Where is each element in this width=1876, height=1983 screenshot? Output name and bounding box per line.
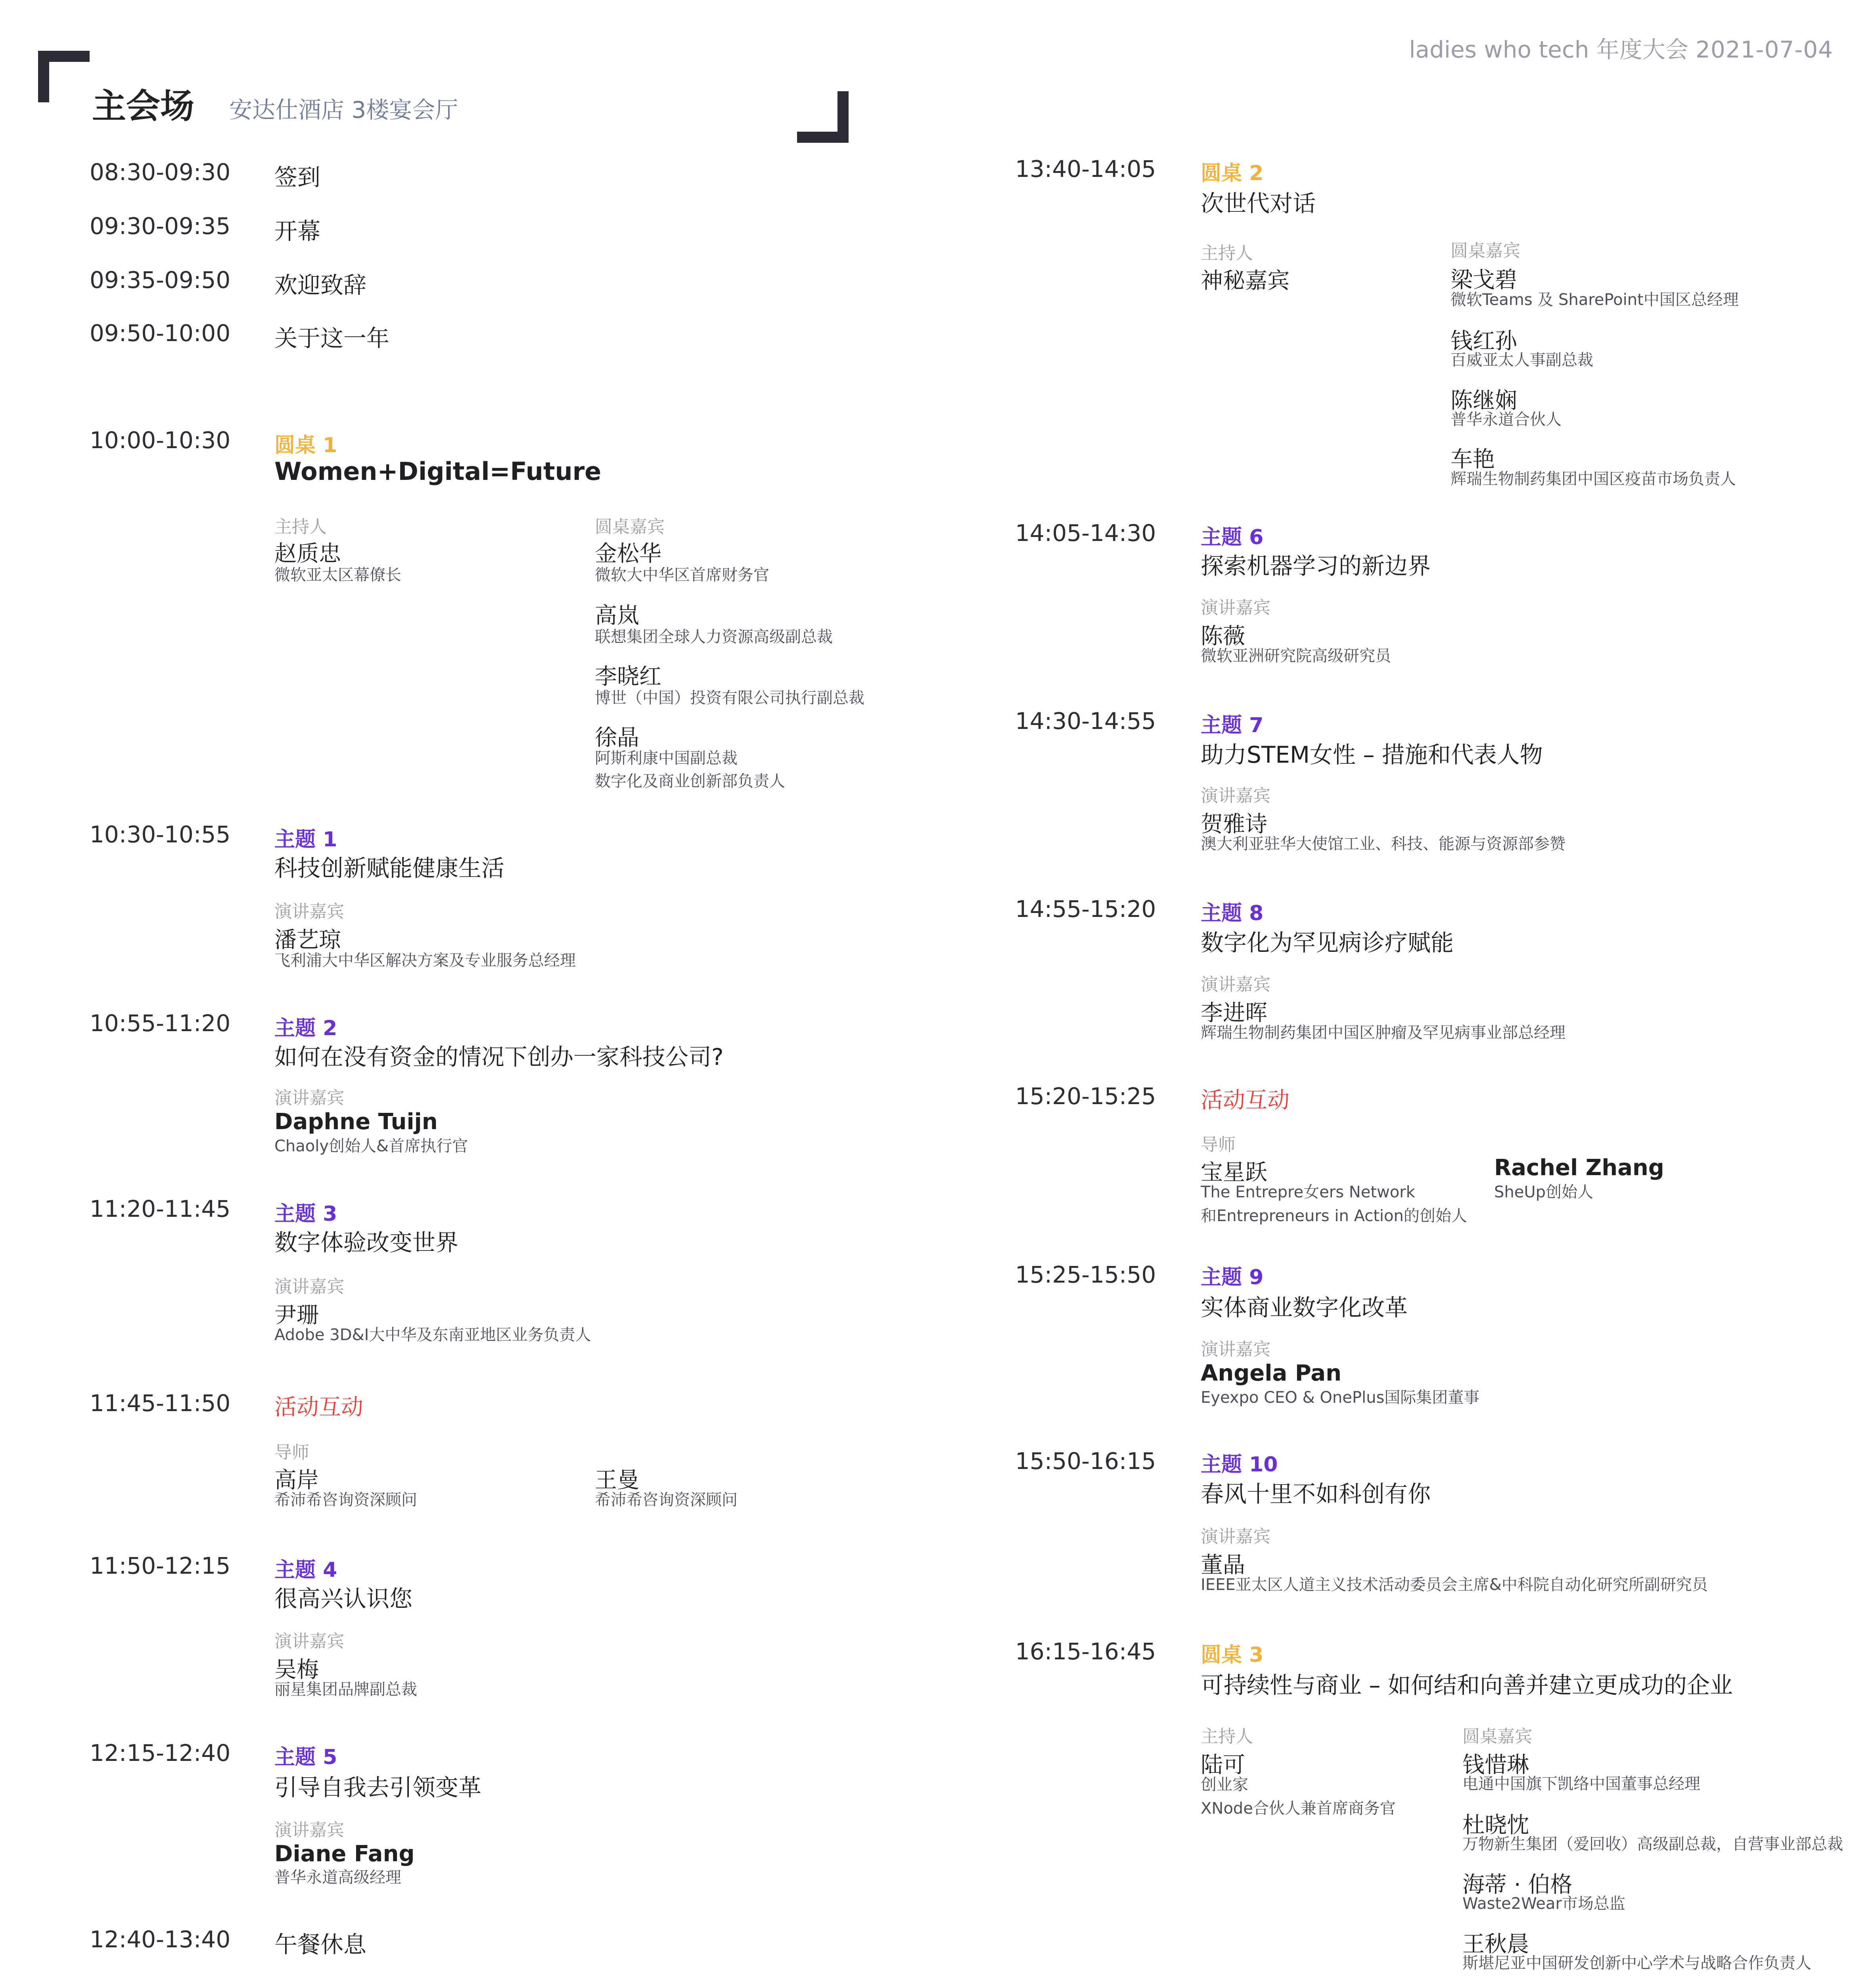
speaker-desc: 微软亚太区幕僚长 — [274, 566, 401, 584]
speaker-name: 钱惜琳 — [1462, 1752, 1529, 1778]
session-time: 11:20-11:45 — [90, 1195, 231, 1222]
session-tag: 圆桌 3 — [1201, 1643, 1264, 1667]
session-time: 10:00-10:30 — [90, 427, 231, 454]
session-tag: 圆桌 1 — [274, 433, 337, 457]
speaker-name: 贺雅诗 — [1201, 811, 1267, 837]
session-title: 签到 — [274, 164, 321, 191]
speaker-name: 李进晖 — [1201, 1000, 1267, 1026]
speaker-desc: SheUp创始人 — [1494, 1183, 1594, 1201]
session-time: 10:55-11:20 — [90, 1010, 231, 1037]
speaker-name: 高岚 — [595, 603, 639, 629]
session-tag: 主题 2 — [274, 1016, 337, 1040]
session-title: 如何在没有资金的情况下创办一家科技公司? — [274, 1043, 724, 1070]
speaker-desc: 飞利浦大中华区解决方案及专业服务总经理 — [274, 951, 576, 970]
session-time: 09:35-09:50 — [90, 267, 231, 293]
speaker-role: 演讲嘉宾 — [1201, 786, 1270, 806]
speaker-desc: Eyexpo CEO & OnePlus国际集团董事 — [1201, 1388, 1480, 1407]
session-time: 14:05-14:30 — [1015, 520, 1156, 547]
speaker-role: 演讲嘉宾 — [274, 1820, 344, 1840]
session-tag: 活动互动 — [274, 1394, 363, 1420]
session-title: 助力STEM女性 – 措施和代表人物 — [1201, 741, 1543, 768]
speaker-name: 尹珊 — [274, 1302, 319, 1328]
session-time: 12:40-13:40 — [90, 1926, 231, 1953]
speaker-desc: 希沛希咨询资深顾问 — [274, 1491, 417, 1509]
speaker-desc: 万物新生集团（爱回收）高级副总裁，自营事业部总裁 — [1462, 1835, 1843, 1853]
speaker-desc: 博世（中国）投资有限公司执行副总裁 — [595, 689, 864, 707]
speaker-role: 演讲嘉宾 — [1201, 1527, 1270, 1547]
session-tag: 主题 6 — [1201, 525, 1264, 549]
speaker-desc: 普华永道合伙人 — [1451, 410, 1562, 429]
speaker-role: 导师 — [1201, 1135, 1236, 1155]
speaker-name: 钱红孙 — [1451, 328, 1517, 354]
session-title: 春风十里不如科创有你 — [1201, 1481, 1431, 1507]
session-title: 午餐休息 — [274, 1931, 367, 1958]
session-title: 探索机器学习的新边界 — [1201, 552, 1431, 579]
session-time: 13:40-14:05 — [1015, 155, 1156, 182]
speaker-desc: 斯堪尼亚中国研发创新中心学术与战略合作负责人 — [1462, 1954, 1811, 1972]
speaker-name: 徐晶 — [595, 725, 639, 751]
speaker-role: 演讲嘉宾 — [274, 1088, 344, 1108]
speaker-name: 神秘嘉宾 — [1201, 268, 1290, 294]
event-date: 2021-07-04 — [1695, 36, 1833, 63]
speaker-desc: 创业家 — [1201, 1776, 1248, 1794]
speaker-name: 陈薇 — [1201, 623, 1245, 649]
speaker-desc: 辉瑞生物制药集团中国区疫苗市场负责人 — [1451, 470, 1736, 488]
speaker-name: 赵质忠 — [274, 541, 341, 567]
speaker-desc: 丽星集团品牌副总裁 — [274, 1680, 417, 1699]
session-time: 09:50-10:00 — [90, 320, 231, 347]
session-title: Women+Digital=Future — [274, 457, 602, 486]
session-tag: 圆桌 2 — [1201, 161, 1264, 185]
speaker-desc: 澳大利亚驻华大使馆工业、科技、能源与资源部参赞 — [1201, 835, 1566, 853]
speaker-name: 吴梅 — [274, 1657, 319, 1683]
speaker-desc: 普华永道高级经理 — [274, 1868, 401, 1887]
speaker-desc: IEEE亚太区人道主义技术活动委员会主席&中科院自动化研究所副研究员 — [1201, 1576, 1708, 1594]
speaker-name: 潘艺琼 — [274, 927, 341, 953]
session-time: 09:30-09:35 — [90, 213, 231, 240]
speaker-desc: The Entrepre女ers Network — [1201, 1183, 1415, 1201]
session-title: 实体商业数字化改革 — [1201, 1294, 1408, 1321]
session-tag: 主题 4 — [274, 1558, 337, 1582]
speaker-desc: 数字化及商业创新部负责人 — [595, 772, 785, 790]
speaker-role: 主持人 — [1201, 1726, 1253, 1747]
speaker-name: 高岸 — [274, 1467, 319, 1493]
speaker-role: 圆桌嘉宾 — [1462, 1726, 1532, 1747]
speaker-role: 圆桌嘉宾 — [595, 517, 665, 537]
speaker-name: 宝星跃 — [1201, 1160, 1267, 1185]
session-tag: 主题 9 — [1201, 1266, 1264, 1289]
session-time: 14:55-15:20 — [1015, 896, 1156, 922]
speaker-desc: 希沛希咨询资深顾问 — [595, 1491, 738, 1509]
speaker-desc: XNode合伙人兼首席商务官 — [1201, 1799, 1396, 1818]
speaker-name: 王曼 — [595, 1467, 639, 1493]
speaker-name: Diane Fang — [274, 1841, 415, 1867]
session-title: 次世代对话 — [1201, 190, 1316, 217]
main-hall-venue: 安达仕酒店 3楼宴会厅 — [229, 96, 458, 123]
event-name: ladies who tech 年度大会 — [1409, 36, 1688, 63]
session-time: 14:30-14:55 — [1015, 708, 1156, 735]
speaker-name: Angela Pan — [1201, 1360, 1341, 1386]
speaker-desc: 阿斯利康中国副总裁 — [595, 749, 738, 767]
session-title: 科技创新赋能健康生活 — [274, 855, 505, 882]
speaker-desc: Adobe 3D&I大中华及东南亚地区业务负责人 — [274, 1326, 591, 1344]
session-title: 欢迎致辞 — [274, 272, 367, 299]
corner-bottom-right-icon — [797, 91, 849, 143]
speaker-desc: 联想集团全球人力资源高级副总裁 — [595, 628, 833, 646]
session-time: 16:15-16:45 — [1015, 1638, 1156, 1665]
session-tag: 主题 1 — [274, 828, 337, 852]
session-time: 08:30-09:30 — [90, 159, 231, 186]
speaker-name: 陆可 — [1201, 1752, 1245, 1778]
session-time: 15:20-15:25 — [1015, 1083, 1156, 1110]
speaker-role: 圆桌嘉宾 — [1451, 241, 1520, 261]
session-time: 11:50-12:15 — [90, 1552, 231, 1579]
corner-top-left-icon — [38, 51, 90, 102]
speaker-name: Daphne Tuijn — [274, 1109, 438, 1135]
speaker-role: 演讲嘉宾 — [274, 1631, 344, 1651]
speaker-name: 梁戈碧 — [1451, 267, 1517, 293]
speaker-role: 演讲嘉宾 — [274, 901, 344, 922]
session-tag: 主题 5 — [274, 1745, 337, 1769]
speaker-name: 李晓红 — [595, 664, 661, 690]
speaker-desc: Waste2Wear市场总监 — [1462, 1895, 1625, 1913]
speaker-desc: 微软Teams 及 SharePoint中国区总经理 — [1451, 291, 1739, 309]
speaker-role: 演讲嘉宾 — [274, 1277, 344, 1297]
speaker-desc: 微软亚洲研究院高级研究员 — [1201, 647, 1391, 665]
speaker-name: 王秋晨 — [1462, 1931, 1529, 1957]
speaker-role: 主持人 — [1201, 243, 1253, 263]
session-title: 开幕 — [274, 218, 321, 245]
main-hall-title: 主会场 — [92, 86, 194, 126]
speaker-role: 演讲嘉宾 — [1201, 598, 1270, 618]
speaker-name: 陈继娴 — [1451, 388, 1517, 414]
session-title: 数字化为罕见病诊疗赋能 — [1201, 929, 1454, 956]
speaker-name: Rachel Zhang — [1494, 1155, 1664, 1181]
session-tag: 活动互动 — [1201, 1087, 1290, 1113]
event-header — [1409, 31, 1833, 64]
speaker-desc: 电通中国旗下凯络中国董事总经理 — [1462, 1775, 1700, 1793]
session-time: 15:50-16:15 — [1015, 1448, 1156, 1475]
speaker-name: 杜晓忱 — [1462, 1812, 1529, 1838]
speaker-name: 董晶 — [1201, 1552, 1245, 1578]
speaker-name: 车艳 — [1451, 447, 1495, 472]
session-tag: 主题 8 — [1201, 901, 1264, 925]
session-time: 15:25-15:50 — [1015, 1261, 1156, 1288]
speaker-role: 演讲嘉宾 — [1201, 1339, 1270, 1360]
speaker-role: 导师 — [274, 1442, 309, 1463]
speaker-desc: 和Entrepreneurs in Action的创始人 — [1201, 1207, 1467, 1225]
session-tag: 主题 3 — [274, 1202, 337, 1226]
session-title: 关于这一年 — [274, 325, 390, 352]
speaker-name: 海蒂 · 伯格 — [1462, 1872, 1573, 1898]
speaker-role: 演讲嘉宾 — [1201, 974, 1270, 995]
speaker-desc: 百威亚太人事副总裁 — [1451, 351, 1593, 369]
session-title: 引导自我去引领变革 — [274, 1774, 482, 1801]
speaker-desc: 辉瑞生物制药集团中国区肿瘤及罕见病事业部总经理 — [1201, 1024, 1566, 1042]
session-time: 10:30-10:55 — [90, 821, 231, 848]
session-title: 数字体验改变世界 — [274, 1229, 459, 1256]
speaker-role: 主持人 — [274, 517, 327, 537]
session-title: 很高兴认识您 — [274, 1585, 413, 1612]
speaker-desc: 微软大中华区首席财务官 — [595, 566, 769, 584]
session-tag: 主题 7 — [1201, 713, 1264, 737]
session-time: 12:15-12:40 — [90, 1739, 231, 1766]
speaker-name: 金松华 — [595, 541, 661, 567]
session-time: 11:45-11:50 — [90, 1390, 231, 1417]
speaker-desc: Chaoly创始人&首席执行官 — [274, 1137, 468, 1155]
session-title: 可持续性与商业 – 如何结和向善并建立更成功的企业 — [1201, 1672, 1733, 1699]
session-tag: 主题 10 — [1201, 1453, 1278, 1477]
